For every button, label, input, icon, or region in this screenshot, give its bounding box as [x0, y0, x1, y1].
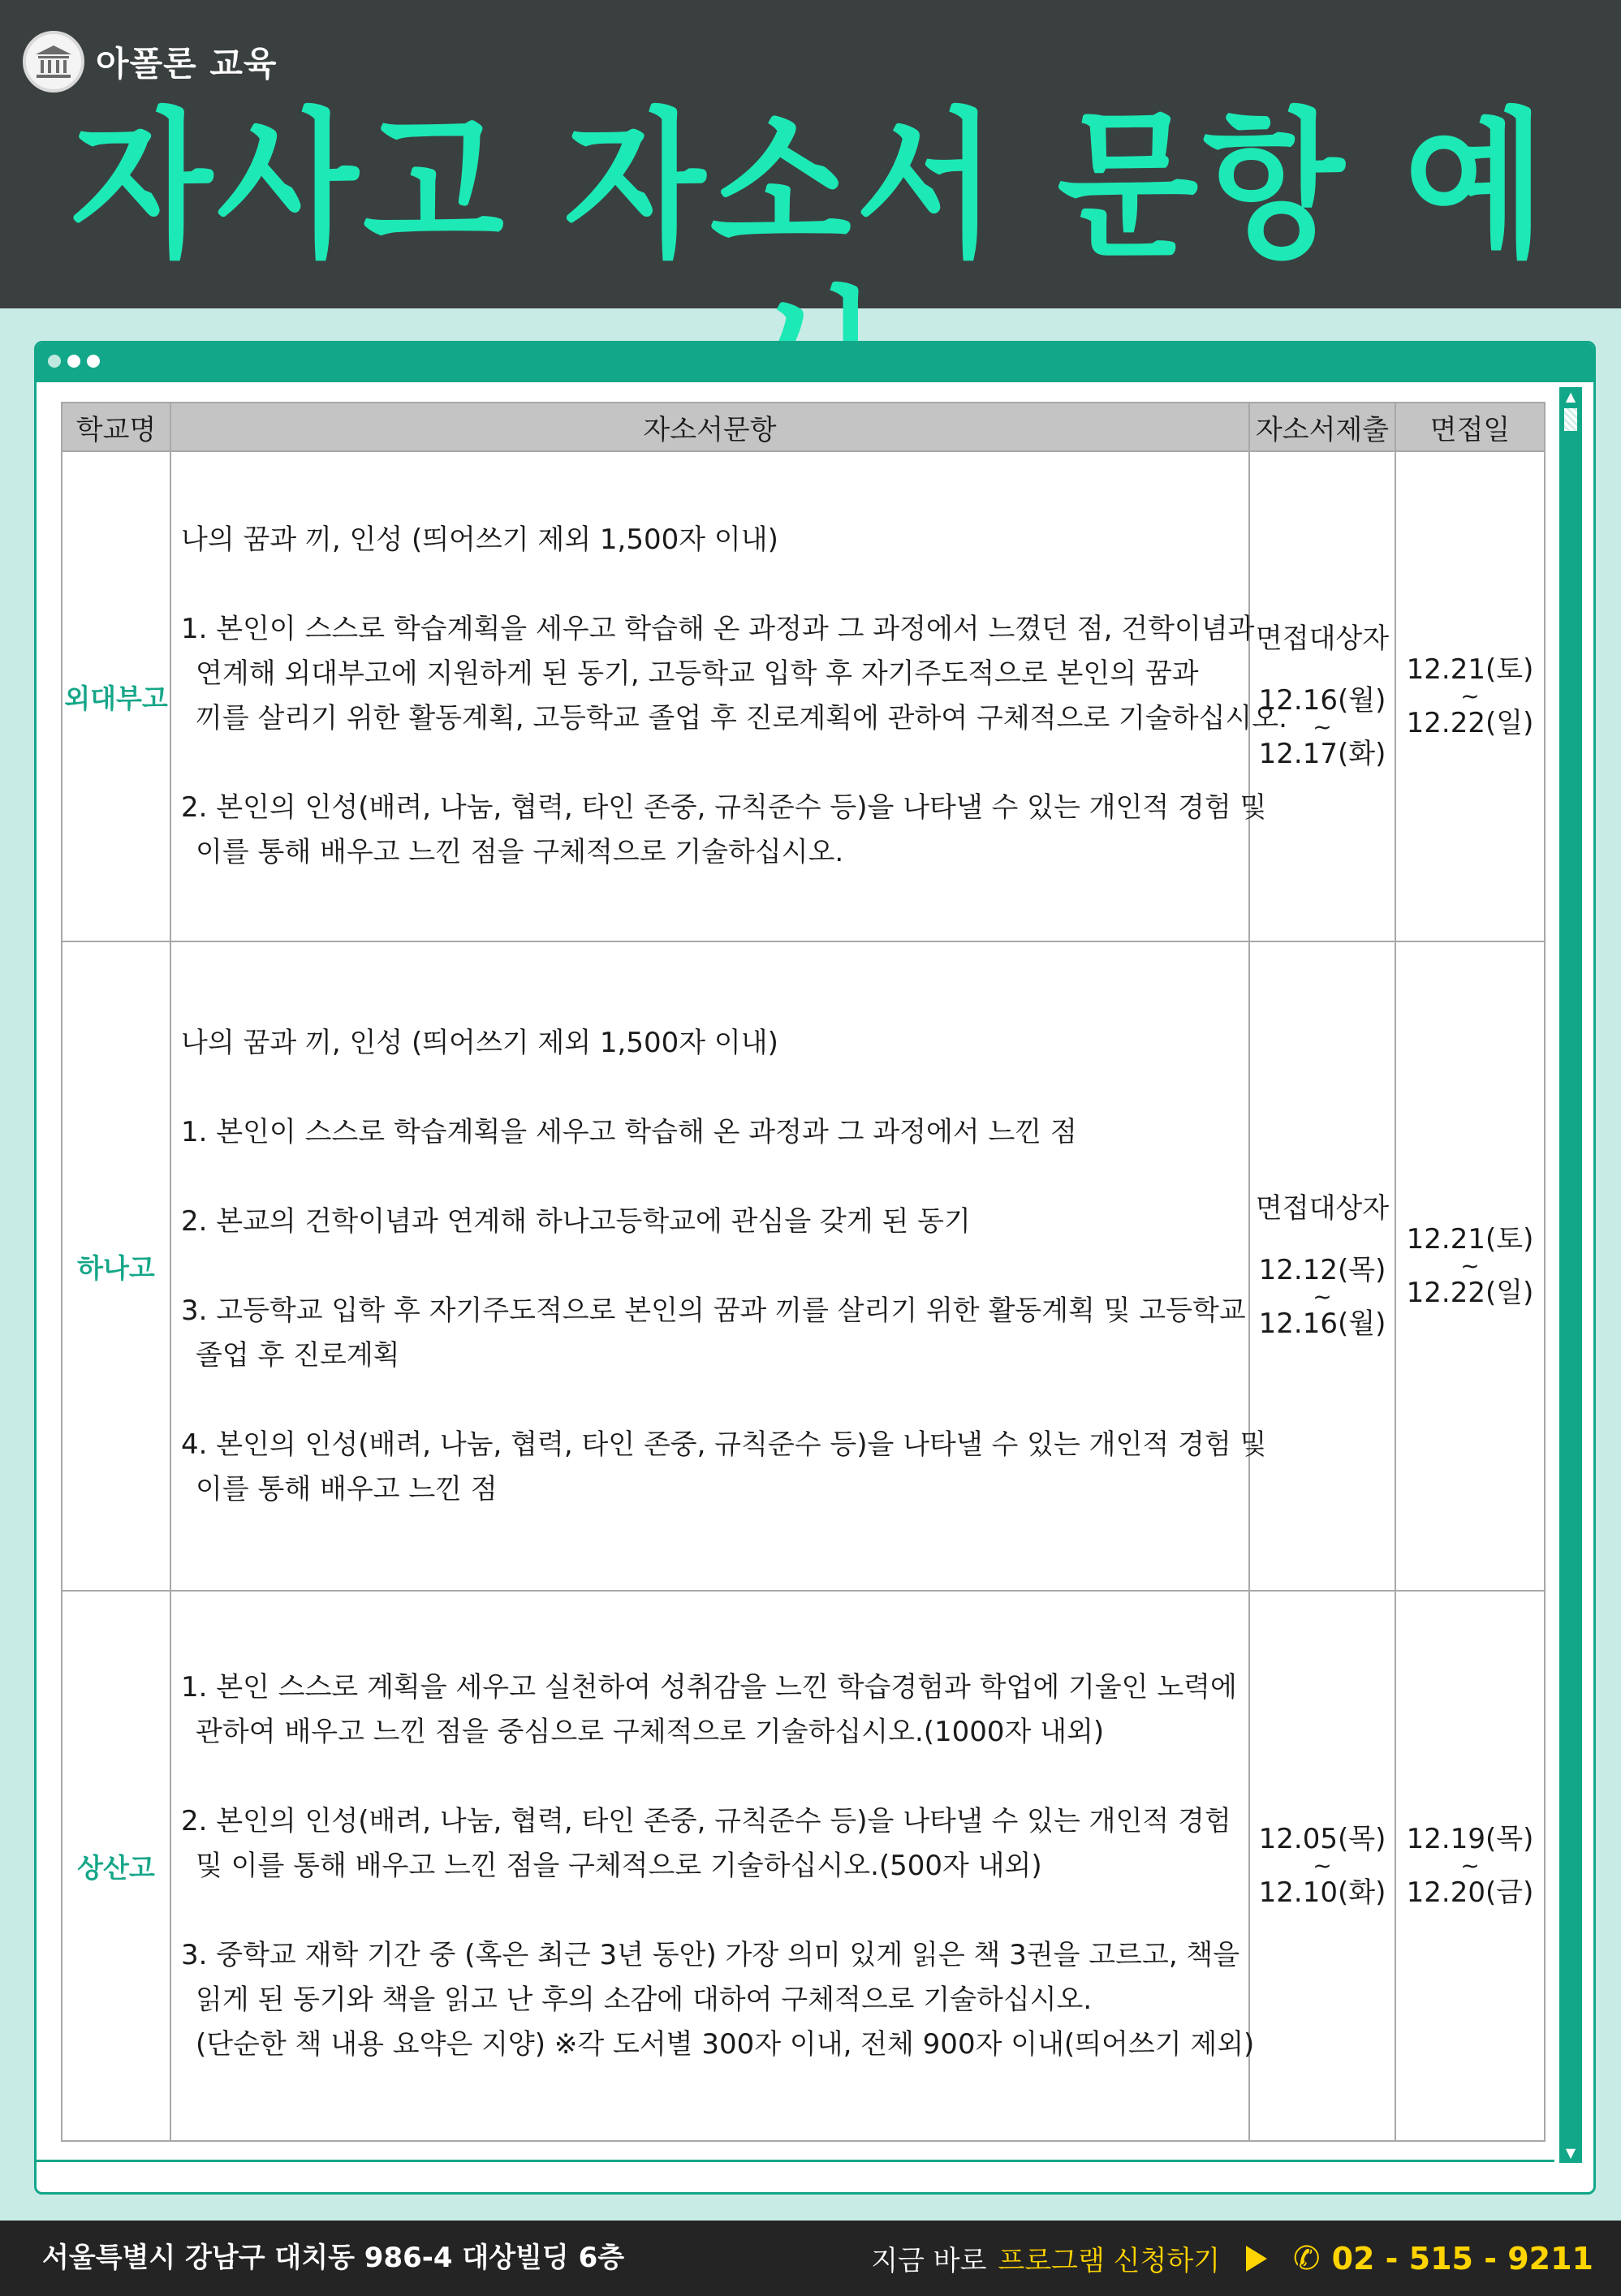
- date-from: 12.21(토): [1406, 1223, 1534, 1256]
- date-from: 12.16(월): [1258, 684, 1386, 717]
- interview-dates: [1395, 1591, 1545, 2141]
- question-line: 연계해 외대부고에 지원하게 된 동기, 고등학교 입학 후 자기주도적으로 본인의 꿈과: [196, 657, 1199, 690]
- window-dot-3[interactable]: [87, 355, 100, 368]
- date-to: 12.10(화): [1258, 1876, 1386, 1909]
- footer-bar: [0, 2221, 1621, 2296]
- school-name: 상산고: [62, 1591, 170, 2141]
- range-separator: ~: [1313, 1283, 1332, 1310]
- question-line: 이를 통해 배우고 느낀 점: [196, 1472, 498, 1506]
- date-to: 12.17(화): [1258, 738, 1386, 770]
- range-separator: ~: [1313, 713, 1332, 740]
- question-line: 4. 본인의 인성(배려, 나눔, 협력, 타인 존중, 규칙준수 등)을 나타낼 수 있는 개인적 경험 및: [181, 1428, 1267, 1461]
- range-separator: ~: [1460, 683, 1480, 709]
- page-title: 자사고 자소서 문항 예: [71, 94, 1550, 279]
- brand-name: 아폴론 교육: [96, 44, 278, 84]
- question-line: 읽게 된 동기와 책을 읽고 난 후의 소감에 대하여 구체적으로 기술하십시오.: [196, 1983, 1093, 2016]
- submission-dates: [1249, 451, 1395, 941]
- date-to: 12.22(일): [1406, 1277, 1534, 1309]
- scroll-thumb[interactable]: [1564, 408, 1577, 431]
- school-name: 외대부고: [62, 451, 170, 941]
- header-submission: 자소서제출: [1249, 403, 1395, 451]
- cta-prefix: 지금 바로: [871, 2245, 987, 2277]
- question-line: 2. 본인의 인성(배려, 나눔, 협력, 타인 존중, 규칙준수 등)을 나타낼 수 있는 개인적 경험 및: [181, 791, 1267, 824]
- range-separator: ~: [1313, 1852, 1332, 1879]
- question-spacer: [181, 1155, 1240, 1200]
- date-note: 면접대상자: [1255, 622, 1390, 655]
- table-row: [62, 941, 1545, 1591]
- question-line: 3. 고등학교 입학 후 자기주도적으로 본인의 꿈과 끼를 살리기 위한 활동계획 및 고등학교: [181, 1294, 1246, 1327]
- cta-group[interactable]: [871, 2221, 1593, 2296]
- phone-icon: ✆: [1293, 2239, 1321, 2277]
- question-spacer: [181, 1244, 1240, 1289]
- play-arrow-icon[interactable]: [1246, 2246, 1267, 2272]
- scroll-up-icon[interactable]: ▲: [1565, 389, 1576, 404]
- submission-dates: [1249, 941, 1395, 1591]
- date-to: 12.20(금): [1406, 1876, 1534, 1909]
- window-controls: [48, 355, 100, 368]
- submission-dates: [1249, 1591, 1395, 2141]
- question-line: 2. 본인의 인성(배려, 나눔, 협력, 타인 존중, 규칙준수 등)을 나타낼 수 있는 개인적 경험: [181, 1804, 1231, 1837]
- question-line: 끼를 살리기 위한 활동계획, 고등학교 졸업 후 진로계획에 관하여 구체적으로 기술하십시오.: [196, 702, 1287, 734]
- question-line: (단순한 책 내용 요약은 지양) ※각 도서별 300자 이내, 전체 900자 이내(띄어쓰기 제외): [196, 2027, 1255, 2061]
- question-line: 2. 본교의 건학이념과 연계해 하나고등학교에 관심을 갖게 된 동기: [181, 1204, 971, 1238]
- date-to: 12.22(일): [1406, 707, 1534, 739]
- date-to: 12.16(월): [1258, 1307, 1386, 1340]
- question-spacer: [181, 1066, 1240, 1110]
- range-separator: ~: [1460, 1852, 1480, 1879]
- question-line: 관하여 배우고 느낀 점을 중심으로 구체적으로 기술하십시오.(1000자 내외): [196, 1715, 1105, 1748]
- temple-emblem-icon: [23, 31, 84, 93]
- date-from: 12.21(토): [1406, 653, 1534, 686]
- vertical-scrollbar[interactable]: [1559, 387, 1582, 2163]
- cta-link[interactable]: 프로그램 신청하기: [998, 2245, 1221, 2277]
- date-from: 12.12(목): [1258, 1254, 1386, 1286]
- school-name: 하나고: [62, 941, 170, 1591]
- window-dot-2[interactable]: [67, 355, 80, 368]
- question-spacer: [181, 1378, 1240, 1423]
- question-line: 및 이를 통해 배우고 느낀 점을 구체적으로 기술하십시오.(500자 내외): [196, 1849, 1042, 1882]
- question-spacer: [181, 562, 1240, 607]
- question-line: 1. 본인 스스로 계획을 세우고 실천하여 성취감을 느낀 학습경험과 학업에 기울인 노력에: [181, 1670, 1237, 1704]
- question-line: 이를 통해 배우고 느낀 점을 구체적으로 기술하십시오.: [196, 836, 844, 868]
- header-questions: 자소서문항: [170, 403, 1249, 451]
- question-cell: [170, 451, 1287, 941]
- question-spacer: [181, 741, 1240, 786]
- date-note: 면접대상자: [1255, 1192, 1390, 1225]
- question-line: 3. 중학교 재학 기간 중 (혹은 최근 3년 동안) 가장 의미 있게 읽은 책 3권을 고르고, 책을: [181, 1938, 1240, 1971]
- question-cell: [170, 1591, 1255, 2141]
- table-header-row: [62, 403, 1545, 451]
- header-interview: 면접일: [1395, 403, 1545, 451]
- window-titlebar: [37, 343, 1593, 382]
- window-divider: [37, 2160, 1554, 2162]
- date-from: 12.05(목): [1258, 1823, 1386, 1855]
- interview-dates: [1395, 941, 1545, 1591]
- question-line: 졸업 후 진로계획: [196, 1338, 400, 1372]
- range-separator: ~: [1460, 1252, 1480, 1279]
- header-banner: [0, 0, 1621, 308]
- brand-logo[interactable]: [23, 31, 277, 93]
- questions-table: [61, 402, 1546, 2142]
- question-line: 나의 꿈과 끼, 인성 (띄어쓰기 제외 1,500자 이내): [181, 1026, 778, 1059]
- scroll-down-icon[interactable]: ▼: [1565, 2145, 1576, 2160]
- question-line: 1. 본인이 스스로 학습계획을 세우고 학습해 온 과정과 그 과정에서 느꼈던 점, 건학이념과: [181, 613, 1255, 645]
- header-school: 학교명: [62, 403, 170, 451]
- question-spacer: [181, 1755, 1240, 1799]
- table-row: [62, 451, 1545, 941]
- table-row: [62, 1591, 1545, 2141]
- window-dot-1[interactable]: [48, 355, 61, 368]
- footer-address: 서울특별시 강남구 대치동 986-4 대상빌딩 6층: [42, 2242, 625, 2274]
- interview-dates: [1395, 451, 1545, 941]
- question-line: 1. 본인이 스스로 학습계획을 세우고 학습해 온 과정과 그 과정에서 느낀 점: [181, 1115, 1077, 1148]
- phone-number[interactable]: 02 - 515 - 9211: [1331, 2240, 1593, 2277]
- content-window: [34, 341, 1596, 2195]
- question-spacer: [181, 1889, 1240, 1933]
- date-from: 12.19(목): [1406, 1823, 1534, 1855]
- question-line: 나의 꿈과 끼, 인성 (띄어쓰기 제외 1,500자 이내): [181, 523, 778, 556]
- question-cell: [170, 941, 1267, 1591]
